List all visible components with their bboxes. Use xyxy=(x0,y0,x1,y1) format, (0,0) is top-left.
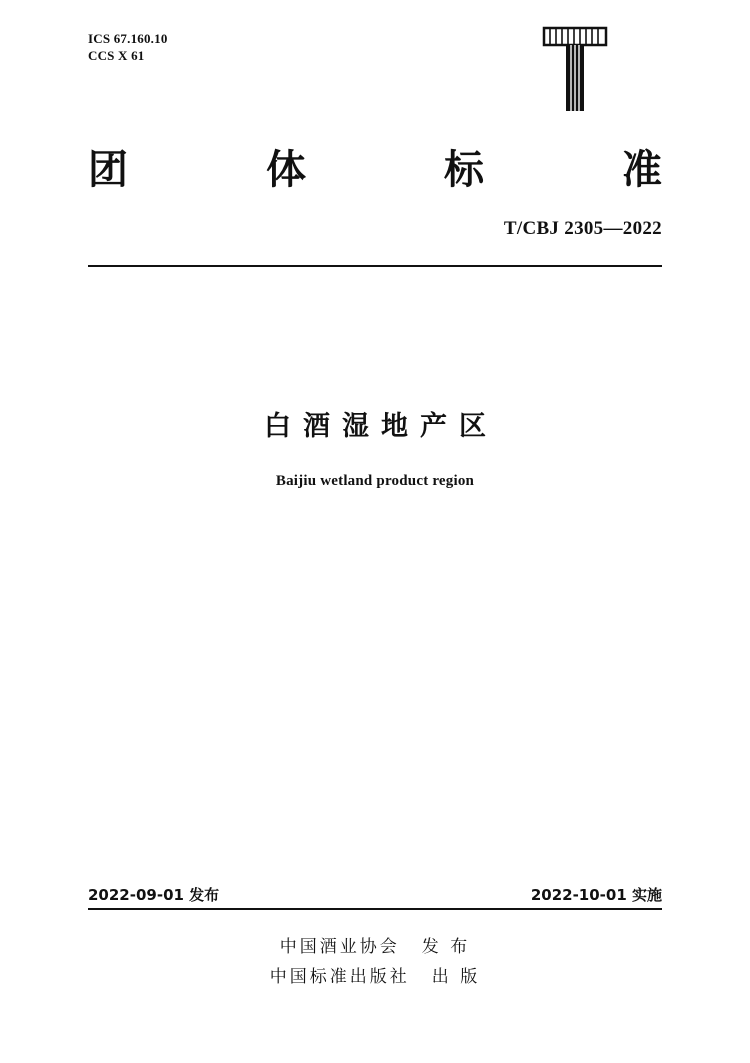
issue-date: 2022-09-01 发布 xyxy=(88,886,220,904)
ccs-code: CCS X 61 xyxy=(88,48,145,63)
title-char-1: 团 xyxy=(88,147,128,193)
publisher-action: 发 布 xyxy=(421,937,471,957)
publisher-block xyxy=(0,932,750,992)
publisher-organization: 中国酒业协会 xyxy=(279,937,400,957)
title-char-4: 准 xyxy=(622,147,662,193)
classification-codes xyxy=(88,30,168,64)
dates-row xyxy=(88,884,662,905)
document-title-chinese: 白酒湿地产区 xyxy=(264,411,498,442)
publisher-line-1 xyxy=(0,932,750,962)
title-char-2: 体 xyxy=(266,147,306,193)
divider-bottom xyxy=(88,908,662,910)
page-title xyxy=(88,138,662,195)
divider-top xyxy=(88,265,662,267)
publisher-line-2 xyxy=(0,962,750,992)
standard-t-logo-icon xyxy=(540,25,610,115)
title-char-3: 标 xyxy=(444,147,484,193)
document-title-english: Baijiu wetland product region xyxy=(275,473,475,489)
press-action: 出 版 xyxy=(431,967,481,987)
effective-date: 2022-10-01 实施 xyxy=(530,886,662,904)
standard-number: T/CBJ 2305—2022 xyxy=(503,218,662,239)
press-organization: 中国标准出版社 xyxy=(269,967,410,987)
ics-code: ICS 67.160.10 xyxy=(88,31,168,46)
